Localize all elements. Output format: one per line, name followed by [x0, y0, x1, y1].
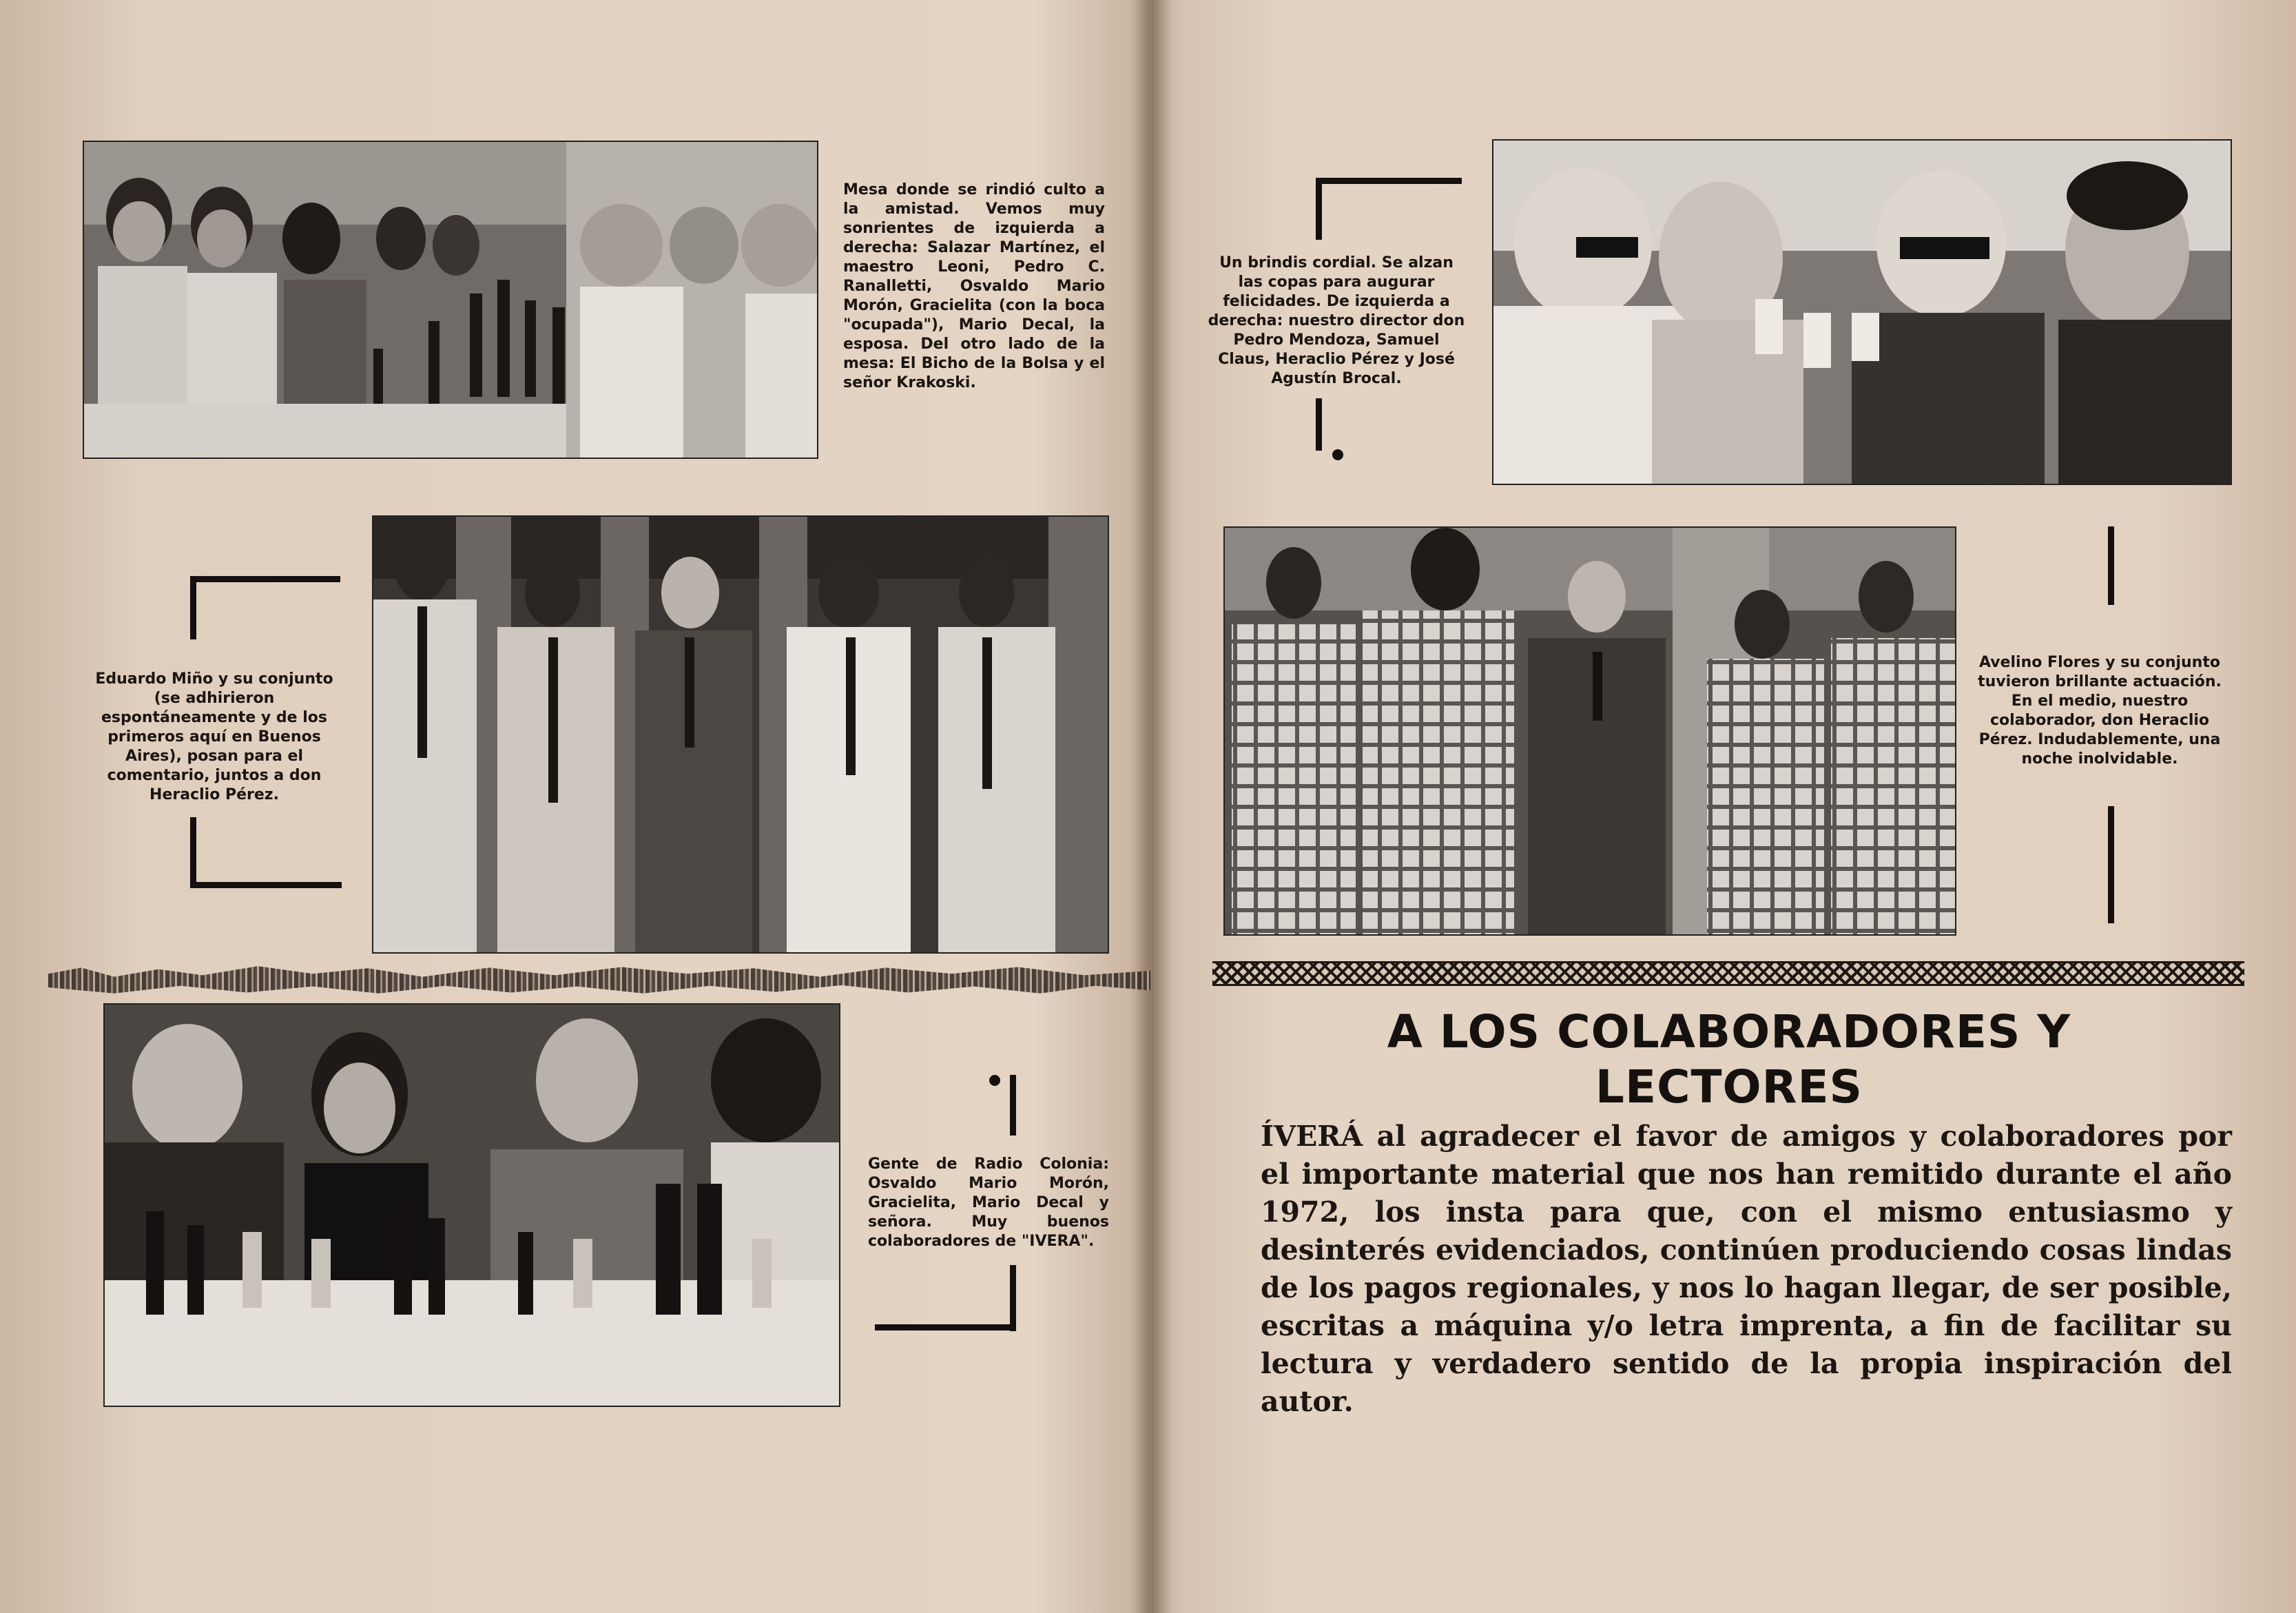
photo-toast: [1492, 139, 2232, 485]
caption-toast: Un brindis cordial. Se alzan las copas para augurar felicidades. De izquierda a derecha: nuestro director don Pedro Mendoza, Samuel Claus, Heraclio Pérez y José Agustín Brocal.: [1208, 254, 1465, 387]
bracket-top-vertical: [190, 576, 196, 639]
bracket-bottom-horizontal: [190, 882, 342, 888]
torn-strip-decoration: [48, 965, 1150, 995]
caption-table-friends: Mesa donde se rindió culto a la amistad. Vemos muy sonrientes de izquierda a derecha: Salazar Martínez, el maestro Leoni, Pedro C. Ranalletti, Osvaldo Mario Morón, Gracielita (con la boca "ocupada"), Mario Decal, la esposa. Del otro lado de la mesa: El Bicho de la Bolsa y el señor Krakoski.: [843, 181, 1105, 391]
rule-right-vertical-bottom: [2108, 806, 2114, 923]
page-gutter: [1130, 0, 1171, 1613]
bracket-right-bottom-vertical: [1316, 398, 1322, 451]
bullet-dot: [989, 1075, 1000, 1086]
bracket-right-top-horizontal: [1316, 178, 1462, 184]
bracket-top-horizontal: [190, 576, 340, 582]
bracket-right-top-vertical: [1316, 178, 1322, 240]
braided-border-decoration: [1212, 961, 2244, 986]
rule-vertical-bottom: [1010, 1265, 1016, 1331]
article-title: A LOS COLABORADORES Y LECTORES: [1387, 1005, 2071, 1113]
caption-eduardo-mino-group: Eduardo Miño y su conjunto (se adhirieron espontáneamente y de los primeros aquí en Buenos Aires), posan para el comentario, juntos a don Heraclio Pérez.: [95, 670, 333, 803]
rule-right-vertical-top: [2108, 526, 2114, 605]
rule-horizontal-bottom: [875, 1324, 1016, 1331]
photo-table-friends: [83, 141, 818, 459]
caption-avelino-flores-group: Avelino Flores y su conjunto tuvieron brillante actuación. En el medio, nuestro colaborador, don Heraclio Pérez. Indudablemente, una noche inolvidable.: [1978, 654, 2222, 768]
photo-eduardo-mino-group: [372, 515, 1109, 954]
rule-vertical-top: [1010, 1075, 1016, 1136]
photo-avelino-flores-group: [1223, 526, 1956, 936]
bullet-dot-right: [1332, 449, 1343, 460]
bracket-bottom-vertical: [190, 817, 196, 886]
article-body: ÍVERÁ al agradecer el favor de amigos y colaboradores por el importante material que nos han remitido durante el año 1972, los insta para que, con el mismo entusiasmo y desinterés evidenciados, continúen produciendo cosas lindas de los pagos regionales, y nos lo hagan llegar, de ser posible, escritas a máquina y/o letra imprenta, a fin de facilitar su lectura y verdadero sentido de la propia inspiración del autor.: [1261, 1120, 2232, 1418]
caption-radio-colonia: Gente de Radio Colonia: Osvaldo Mario Morón, Gracielita, Mario Decal y señora. Muy buenos colaboradores de "IVERA".: [868, 1155, 1109, 1250]
photo-radio-colonia: [103, 1003, 840, 1407]
